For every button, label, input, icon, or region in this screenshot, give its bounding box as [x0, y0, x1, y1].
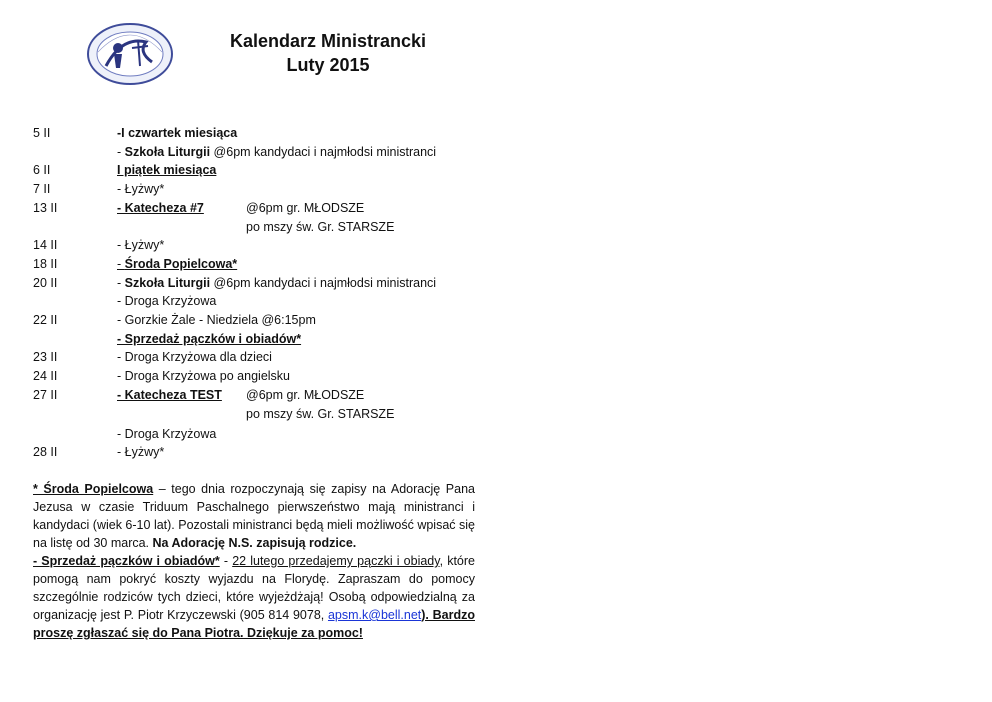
event-time: po mszy św. Gr. STARSZE [246, 407, 395, 421]
event-detail: - Droga Krzyżowa [117, 294, 217, 308]
event-detail: - Łyżwy* [117, 182, 165, 196]
event-label: - Katecheza TEST [117, 388, 222, 402]
event-label: -I czwartek miesiąca [117, 126, 238, 140]
event-label: - Sprzedaż pączków i obiadów* [117, 332, 302, 346]
event-detail: - Droga Krzyżowa po angielsku [117, 369, 290, 383]
event-date: 18 II [33, 257, 58, 271]
event-entry [117, 255, 237, 273]
event-label: I piątek miesiąca [117, 163, 217, 177]
note-text: , które pomogą nam pokryć koszty wyjazdu na Florydę. Zapraszam do pomocy szczególnie rodziców tych dzieci, które wyjeżdżają! Osobą odpowiedzialną za organizację jest P. Piotr Krzyczewski (905 814 9078, [33, 554, 475, 622]
event-entry [117, 143, 436, 161]
event-date: 7 II [33, 182, 51, 196]
note-text: – tego dnia rozpoczynają się zapisy na Adorację Pana Jezusa w czasie Triduum Paschalnego pierwszeństwo mają ministranci i kandydaci (wiek 6-10 lat). Pozostali ministranci będą mieli możliwość wpisać się na listę od 30 marca. [33, 482, 475, 550]
event-label: Szkoła Liturgii [124, 145, 211, 159]
event-detail: @6pm kandydaci i najmłodsi ministranci [210, 276, 437, 290]
event-date: 13 II [33, 201, 58, 215]
event-label: Szkoła Liturgii [124, 276, 211, 290]
event-date: 5 II [33, 126, 51, 140]
event-prefix: - [117, 276, 125, 290]
event-detail: - Droga Krzyżowa [117, 427, 217, 441]
note-ash-wednesday [33, 480, 475, 552]
event-detail: - Łyżwy* [117, 445, 165, 459]
event-detail: @6pm kandydaci i najmłodsi ministranci [210, 145, 437, 159]
event-date: 6 II [33, 163, 51, 177]
page-title: Kalendarz Ministrancki [229, 31, 427, 51]
event-date: 28 II [33, 445, 58, 459]
event-label: Środa Popielcowa* [124, 257, 238, 271]
event-date: 27 II [33, 388, 58, 402]
event-date: 24 II [33, 369, 58, 383]
event-time: @6pm gr. MŁODSZE [246, 388, 365, 402]
event-label: - Katecheza #7 [117, 201, 204, 215]
note-emphasis: Na Adorację N.S. zapisują rodzice. [152, 536, 357, 550]
note-heading: * Środa Popielcowa [33, 482, 154, 496]
event-time: po mszy św. Gr. STARSZE [246, 220, 395, 234]
footnotes [33, 480, 475, 642]
event-detail: - Łyżwy* [117, 238, 165, 252]
event-entry [117, 274, 436, 292]
event-detail: - Gorzkie Żale - Niedziela @6:15pm [117, 313, 316, 327]
note-closing: ). Bardzo proszę zgłaszać się do Pana Piotra. Dziękuje za pomoc! [33, 608, 475, 640]
email-link[interactable]: apsm.k@bell.net [327, 608, 422, 622]
page-subtitle: Luty 2015 [286, 55, 370, 75]
event-detail: - Droga Krzyżowa dla dzieci [117, 350, 272, 364]
event-date: 22 II [33, 313, 58, 327]
event-prefix: - [117, 257, 125, 271]
note-sale [33, 552, 475, 642]
event-time: @6pm gr. MŁODSZE [246, 201, 365, 215]
parish-logo [86, 22, 174, 86]
event-date: 20 II [33, 276, 58, 290]
event-date: 14 II [33, 238, 58, 252]
event-date: 23 II [33, 350, 58, 364]
note-date: 22 lutego przedajemy pączki i obiady [232, 554, 440, 568]
note-heading: - Sprzedaż pączków i obiadów* [33, 554, 220, 568]
note-dash: - [219, 554, 233, 568]
event-prefix: - [117, 145, 125, 159]
